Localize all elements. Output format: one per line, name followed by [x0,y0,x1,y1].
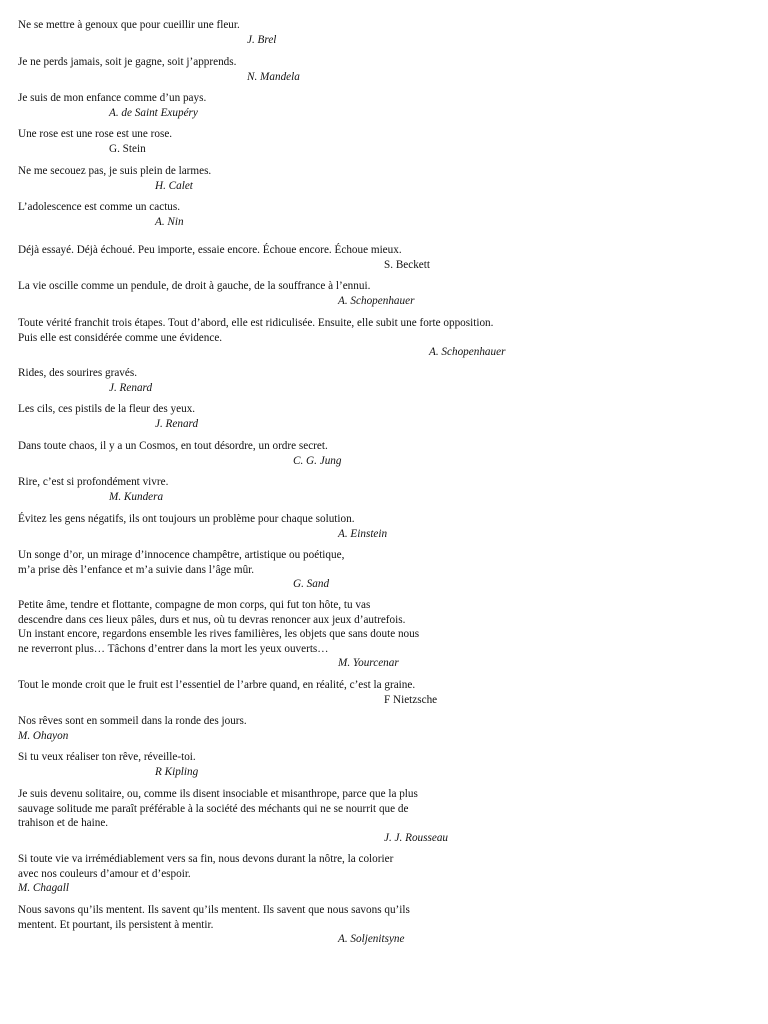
quote-text-line: Dans toute chaos, il y a un Cosmos, en tout désordre, un ordre secret. [18,440,328,452]
quote-author: H. Calet [155,179,193,192]
quote-text-line: sauvage solitude me paraît préférable à la société des méchants qui ne se nourrit que de [18,802,409,815]
quote-text-line: Un instant encore, regardons ensemble les rives familières, les objets que sans doute nous [18,628,420,640]
quote-text-line: Une rose est une rose est une rose. [18,128,173,140]
quote-text-line: avec nos couleurs d’amour et d’espoir. [18,867,191,880]
quote-text-line: Déjà essayé. Déjà échoué. Peu importe, essaie encore. Échoue encore. Échoue mieux. [18,244,402,256]
quote-author: A. Schopenhauer [429,346,506,358]
quote-text-line: Ne se mettre à genoux que pour cueillir une fleur. [18,19,240,31]
quote-text-line: Tout le monde croit que le fruit est l’essentiel de l’arbre quand, en réalité, c’est la graine. [18,679,416,691]
quote-text-line: trahison et de haine. [18,817,109,829]
quote-author: A. Nin [155,215,184,228]
quote-text-line: Toute vérité franchit trois étapes. Tout d’abord, elle est ridiculisée. Ensuite, elle subit une forte opposition. [18,317,494,329]
quote-text-line: La vie oscille comme un pendule, de droit à gauche, de la souffrance à l’ennui. [18,280,371,292]
quote-author: S. Beckett [384,258,430,271]
quote-author: N. Mandela [247,70,300,83]
quote-text-line: mentent. Et pourtant, ils persistent à mentir. [18,918,214,931]
quote-author: M. Yourcenar [338,657,399,669]
quote-author: M. Kundera [109,490,164,503]
quote-author: A. Einstein [338,527,388,540]
quote-text-line: Nos rêves sont en sommeil dans la ronde des jours. [18,715,247,727]
quote-text-line: Puis elle est considérée comme une évidence. [18,331,223,344]
quote-text-line: Petite âme, tendre et flottante, compagne de mon corps, qui fut ton hôte, tu vas [18,599,371,611]
quote-text-line: Je suis devenu solitaire, ou, comme ils disent insociable et misanthrope, parce que la plus [18,788,418,800]
quote-text-line: Si tu veux réaliser ton rêve, réveille-toi. [18,751,196,763]
quote-author: J. Renard [109,381,153,394]
quote-author: R Kipling [155,765,199,778]
quote-text-line: L’adolescence est comme un cactus. [18,201,181,213]
quote-text-line: ne reverront plus… Tâchons d’entrer dans la mort les yeux ouverts… [18,642,329,655]
quote-text-line: Ne me secouez pas, je suis plein de larmes. [18,165,212,177]
quote-author: J. J. Rousseau [384,831,449,844]
quote-text-line: Rides, des sourires gravés. [18,367,137,379]
quote-author: J. Renard [155,417,199,430]
quote-text-line: m’a prise dès l’enfance et m’a suivie dans l’âge mûr. [18,563,255,576]
quote-text-line: Les cils, ces pistils de la fleur des yeux. [18,403,196,415]
quote-author: M. Ohayon [18,729,69,742]
quote-text-line: Si toute vie va irrémédiablement vers sa fin, nous devons durant la nôtre, la colorier [18,853,394,865]
quote-author: J. Brel [247,33,277,46]
quote-author: C. G. Jung [293,454,342,467]
quote-text-line: descendre dans ces lieux pâles, durs et nus, où tu devras renoncer aux jeux d’autrefois. [18,613,406,626]
quote-text-line: Je suis de mon enfance comme d’un pays. [18,92,207,104]
quote-author: A. Schopenhauer [338,294,415,307]
quote-author: F Nietzsche [384,693,438,706]
quote-text-line: Nous savons qu’ils mentent. Ils savent qu’ils mentent. Ils savent que nous savons qu’ils [18,904,410,916]
quote-text-line: Rire, c’est si profondément vivre. [18,476,169,488]
quote-author: M. Chagall [18,882,69,894]
quote-text-line: Un songe d’or, un mirage d’innocence champêtre, artistique ou poétique, [18,549,345,561]
quote-author: A. Soljenitsyne [338,933,405,945]
quote-author: G. Sand [293,578,330,590]
quote-author: A. de Saint Exupéry [109,106,198,119]
quote-text-line: Je ne perds jamais, soit je gagne, soit j’apprends. [18,56,237,68]
quote-text-line: Évitez les gens négatifs, ils ont toujours un problème pour chaque solution. [18,513,355,525]
quote-author: G. Stein [109,142,146,155]
